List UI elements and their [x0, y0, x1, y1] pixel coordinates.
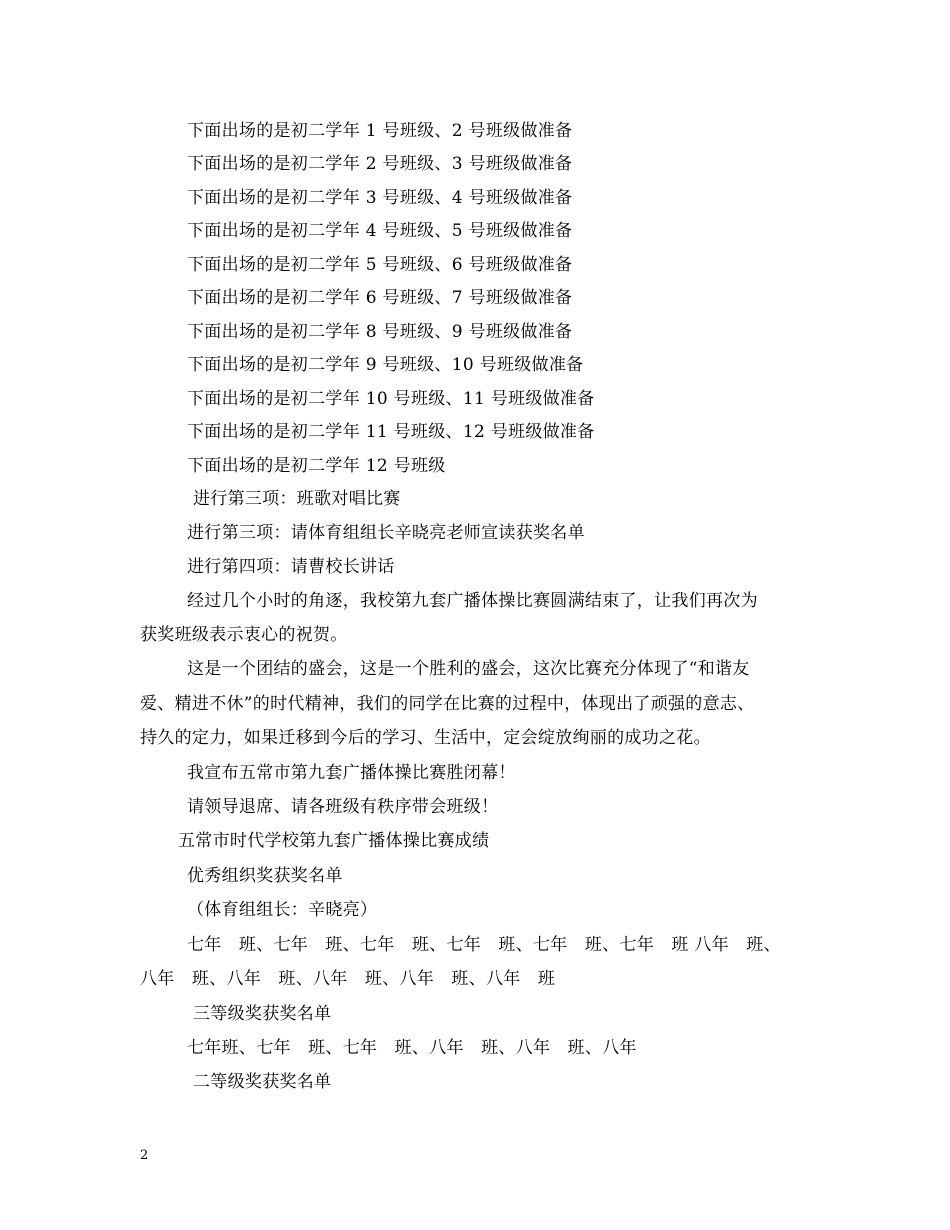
page-number: 2	[140, 1148, 149, 1163]
text-line: 下面出场的是初二学年 2 号班级、3 号班级做准备	[187, 154, 573, 174]
text-line: 下面出场的是初二学年 9 号班级、10 号班级做准备	[187, 355, 584, 375]
class-list-line: 七年 班、七年 班、七年 班、七年 班、七年 班、七年 班 八年 班、	[187, 935, 781, 955]
class-list-line: 八年 班、八年 班、八年 班、八年 班、八年 班	[140, 969, 556, 989]
class-list-line: 七年班、七年 班、七年 班、八年 班、八年 班、八年	[187, 1038, 637, 1058]
text-line: 下面出场的是初二学年 8 号班级、9 号班级做准备	[187, 322, 573, 342]
text-line: 下面出场的是初二学年 10 号班级、11 号班级做准备	[187, 389, 595, 409]
text-line: 下面出场的是初二学年 1 号班级、2 号班级做准备	[187, 121, 573, 141]
text-line: 下面出场的是初二学年 6 号班级、7 号班级做准备	[187, 288, 573, 308]
text-line: 请领导退席、请各班级有秩序带会班级！	[187, 797, 499, 817]
text-line: 下面出场的是初二学年 11 号班级、12 号班级做准备	[187, 422, 595, 442]
text-line: 下面出场的是初二学年 12 号班级	[187, 456, 446, 476]
award-heading: 三等级奖获奖名单	[193, 1004, 332, 1024]
text-line: 下面出场的是初二学年 4 号班级、5 号班级做准备	[187, 221, 573, 241]
text-line: 下面出场的是初二学年 3 号班级、4 号班级做准备	[187, 188, 573, 208]
text-line: 我宣布五常市第九套广播体操比赛胜闭幕！	[187, 763, 516, 783]
text-line: 进行第三项：班歌对唱比赛	[193, 489, 401, 509]
paragraph-line: 获奖班级表示衷心的祝贺。	[140, 625, 348, 645]
text-line: 下面出场的是初二学年 5 号班级、6 号班级做准备	[187, 255, 573, 275]
text-line: 进行第四项：请曹校长讲话	[187, 557, 395, 577]
paragraph-line: 经过几个小时的角逐，我校第九套广播体操比赛圆满结束了，让我们再次为	[187, 591, 758, 611]
paragraph-line: 持久的定力，如果迁移到今后的学习、生活中，定会绽放绚丽的成功之花。	[140, 728, 711, 748]
text-line: （体育组组长：辛晓亮）	[187, 900, 378, 920]
paragraph-line: 爱、精进不休”的时代精神，我们的同学在比赛的过程中，体现出了顽强的意志、	[140, 694, 755, 714]
paragraph-line: 这是一个团结的盛会，这是一个胜利的盛会，这次比赛充分体现了“和谐友	[187, 659, 750, 679]
award-heading: 二等级奖获奖名单	[193, 1072, 332, 1092]
award-heading: 优秀组织奖获奖名单	[187, 866, 343, 886]
text-line: 进行第三项：请体育组组长辛晓亮老师宣读获奖名单	[187, 523, 585, 543]
section-title: 五常市时代学校第九套广播体操比赛成绩	[178, 831, 490, 851]
